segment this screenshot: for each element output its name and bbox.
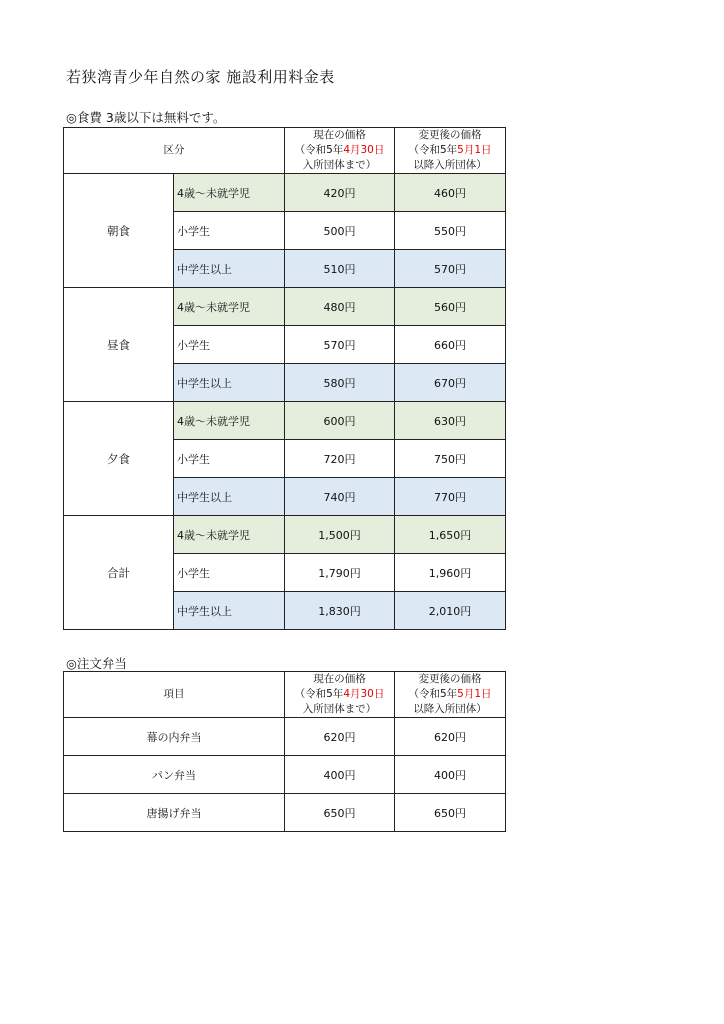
table-row [64,718,506,756]
age-group-label: 小学生 [174,212,285,250]
changed-price: 2,010円 [395,592,506,630]
current-price: 1,830円 [285,592,395,630]
meal-label-dinner: 夕食 [64,402,174,516]
age-group-label: 4歳～未就学児 [174,288,285,326]
current-price: 1,500円 [285,516,395,554]
meal-label-lunch: 昼食 [64,288,174,402]
current-price: 480円 [285,288,395,326]
table-row [64,516,506,554]
meal-label-total: 合計 [64,516,174,630]
table-row [64,288,506,326]
current-price-header: 現在の価格 （令和5年4月30日 入所団体まで） [285,672,395,718]
age-group-label: 小学生 [174,554,285,592]
meal-label-breakfast: 朝食 [64,174,174,288]
table-row [64,174,506,212]
changed-price: 460円 [395,174,506,212]
meal-table-header [64,128,506,174]
age-group-label: 中学生以上 [174,250,285,288]
meal-price-table [63,127,506,630]
changed-price-header: 変更後の価格 （令和5年5月1日 以降入所団体） [395,672,506,718]
meals-heading: ◎食費 3歳以下は無料です。 [66,110,226,125]
current-price: 1,790円 [285,554,395,592]
current-price: 650円 [285,794,395,832]
changed-price: 550円 [395,212,506,250]
bento-heading: ◎注文弁当 [66,656,127,671]
current-price: 420円 [285,174,395,212]
changed-price: 1,960円 [395,554,506,592]
category-header: 区分 [64,128,285,174]
age-group-label: 4歳～未就学児 [174,174,285,212]
current-price: 600円 [285,402,395,440]
item-header: 項目 [64,672,285,718]
bento-price-table [63,671,506,832]
changed-price: 630円 [395,402,506,440]
current-price: 570円 [285,326,395,364]
current-price: 400円 [285,756,395,794]
changed-price: 400円 [395,756,506,794]
changed-price: 660円 [395,326,506,364]
table-row [64,402,506,440]
age-group-label: 4歳～未就学児 [174,516,285,554]
changed-price: 1,650円 [395,516,506,554]
current-price: 580円 [285,364,395,402]
changed-price: 670円 [395,364,506,402]
table-row [64,794,506,832]
changed-price: 650円 [395,794,506,832]
current-price: 720円 [285,440,395,478]
bento-item-label: パン弁当 [64,756,285,794]
current-price: 620円 [285,718,395,756]
age-group-label: 中学生以上 [174,364,285,402]
changed-price: 750円 [395,440,506,478]
changed-price: 560円 [395,288,506,326]
age-group-label: 小学生 [174,326,285,364]
age-group-label: 中学生以上 [174,592,285,630]
changed-price: 770円 [395,478,506,516]
table-row [64,756,506,794]
current-price: 740円 [285,478,395,516]
age-group-label: 小学生 [174,440,285,478]
changed-price-header: 変更後の価格 （令和5年5月1日 以降入所団体） [395,128,506,174]
page-title: 若狭湾青少年自然の家 施設利用料金表 [66,68,335,86]
changed-price: 620円 [395,718,506,756]
current-price-header: 現在の価格 （令和5年4月30日 入所団体まで） [285,128,395,174]
age-group-label: 中学生以上 [174,478,285,516]
bento-item-label: 幕の内弁当 [64,718,285,756]
age-group-label: 4歳～未就学児 [174,402,285,440]
bento-table-header [64,672,506,718]
bento-item-label: 唐揚げ弁当 [64,794,285,832]
current-price: 500円 [285,212,395,250]
changed-price: 570円 [395,250,506,288]
current-price: 510円 [285,250,395,288]
